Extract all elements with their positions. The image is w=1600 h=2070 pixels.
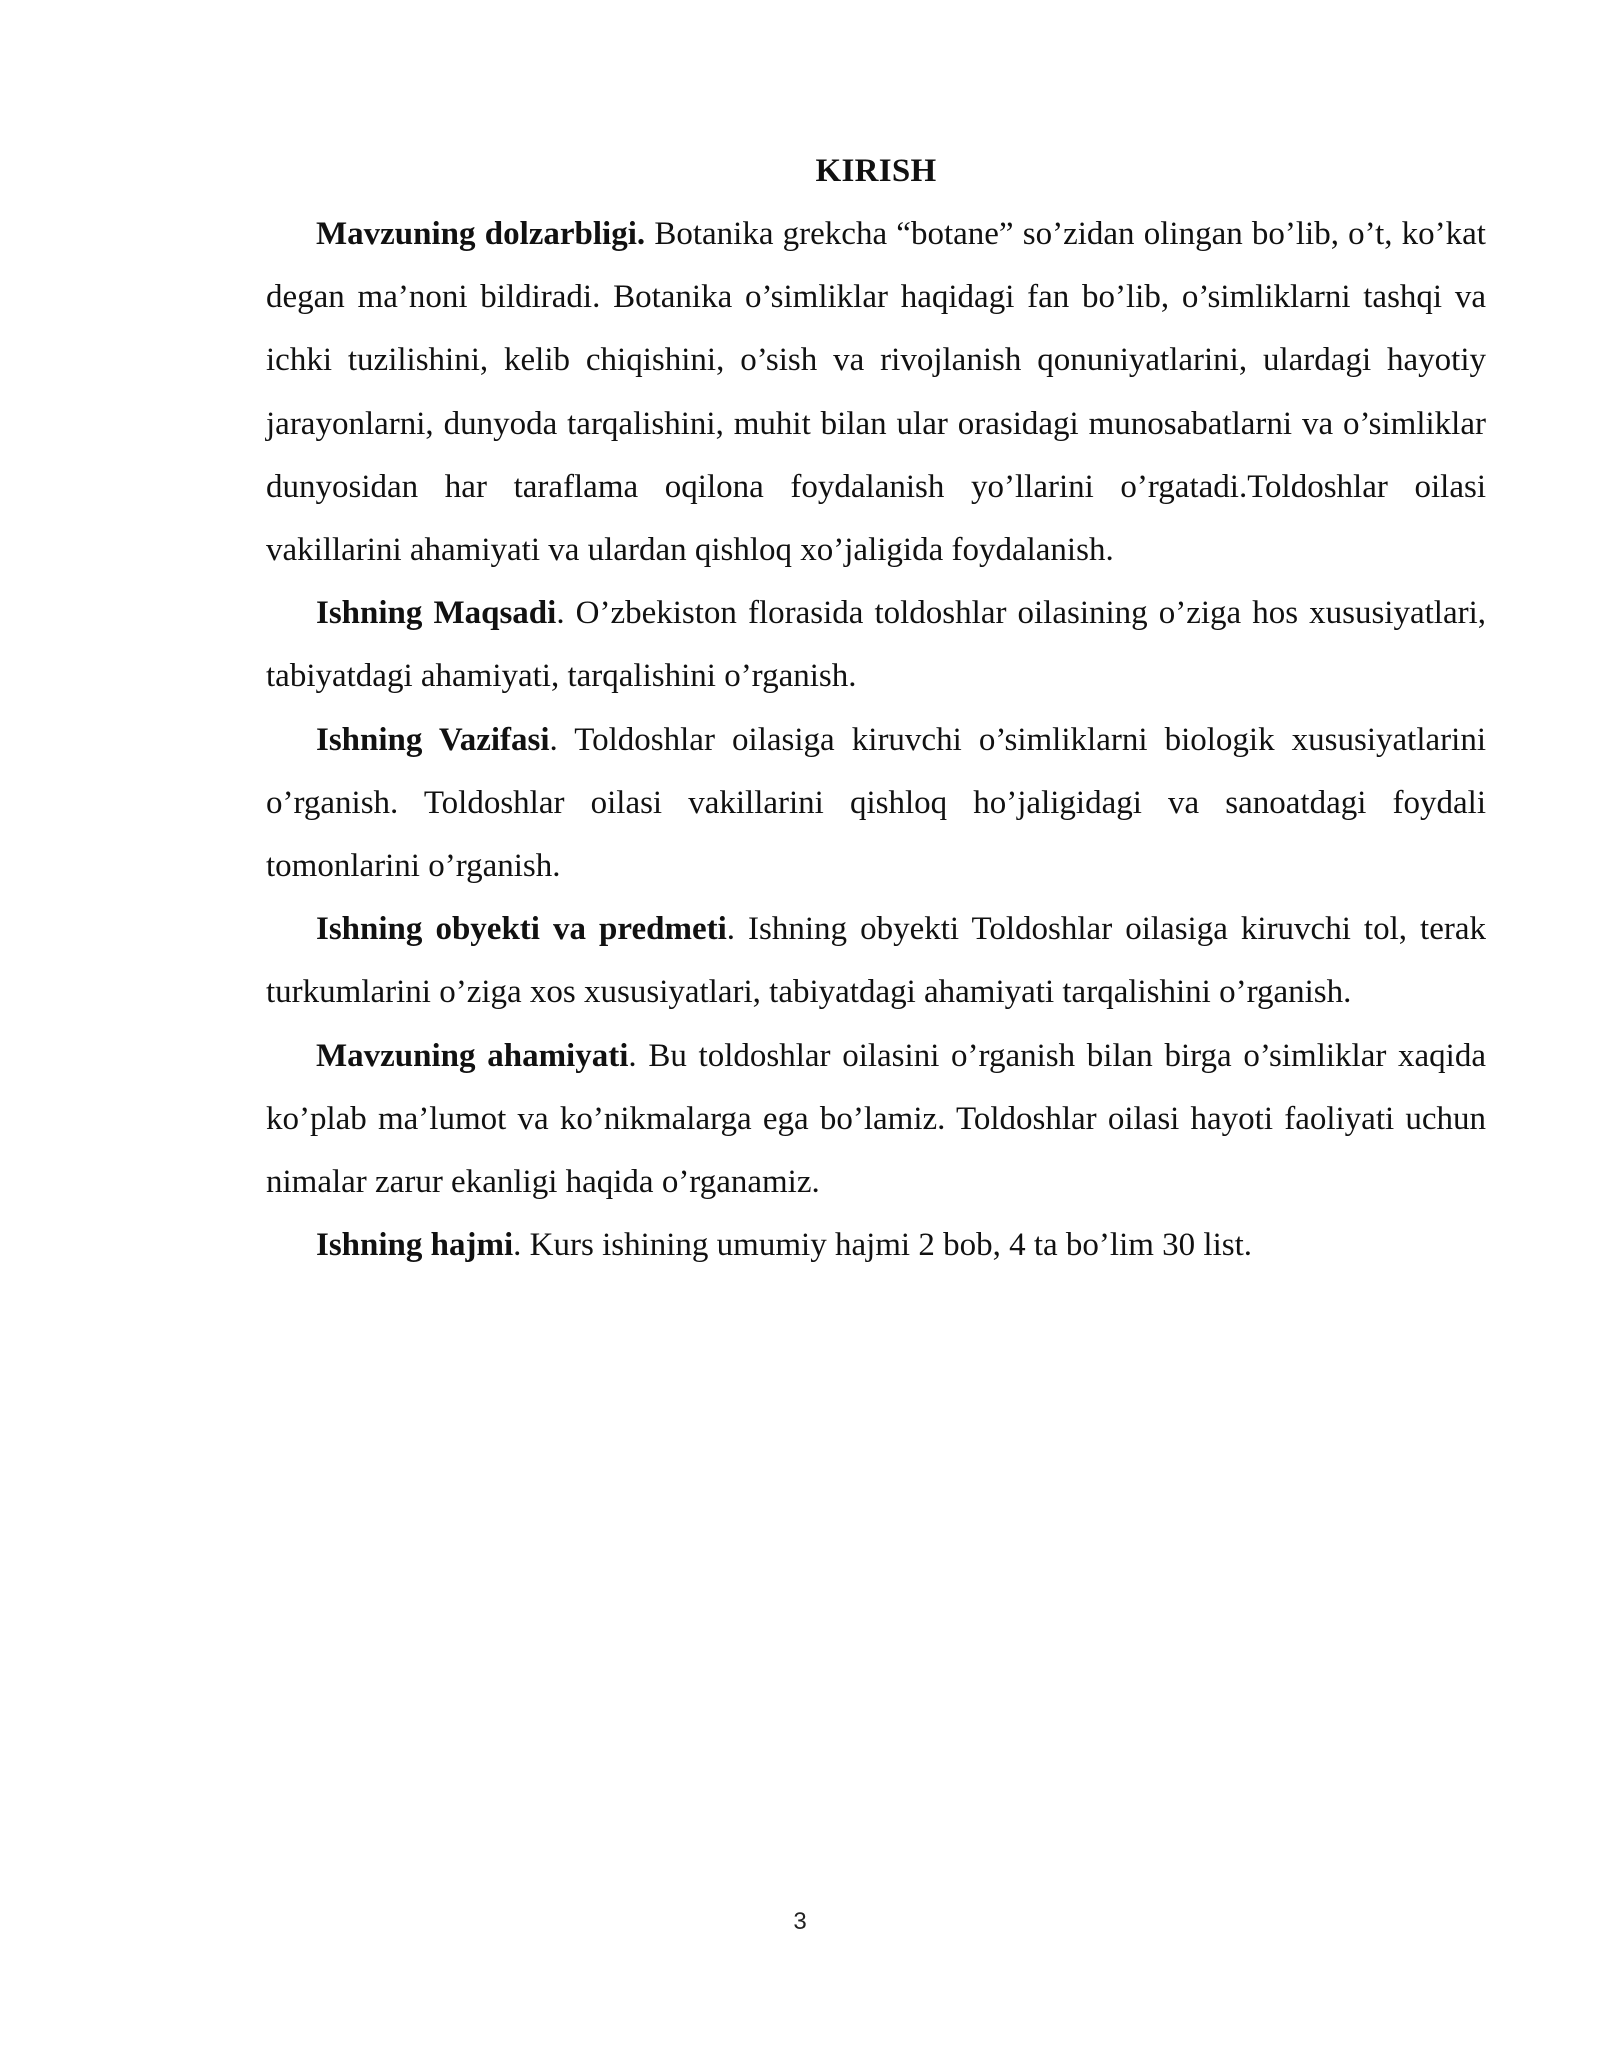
paragraph-text: . Ishning obyekti Toldoshlar oilasiga kiruvchi tol, terak turkumlarini o’ziga xos xususiyatlari, tabiyatdagi ahamiyati tarqalishini o’rganish. [266,911,1486,1011]
paragraph-goal [266,582,1486,708]
paragraph-text: . Kurs ishining umumiy hajmi 2 bob, 4 ta bo’lim 30 list. [513,1227,1252,1264]
paragraph-object [266,898,1486,1024]
paragraph-lead: Ishning hajmi [316,1227,514,1264]
paragraph-volume [266,1214,1486,1277]
paragraph-importance [266,1025,1486,1215]
paragraph-lead: Ishning obyekti va predmeti [316,911,727,948]
paragraph-lead: Mavzuning dolzarbligi. [316,216,646,252]
page-title: KIRISH [815,153,937,189]
page-number: 3 [793,1908,807,1935]
paragraph-text: . Toldoshlar oilasiga kiruvchi o’simliklarni biologik xususiyatlarini o’rganish. Toldoshlar oilasi vakillarini qishloq ho’jaligidagi va sanoatdagi foydali tomonlarini o’rganish. [266,721,1486,885]
page-content [266,140,1486,1277]
paragraph-text: Botanika grekcha “botane” so’zidan olingan bo’lib, o’t, ko’kat degan ma’noni bildiradi. Botanika o’simliklar haqidagi fan bo’lib, o’simliklarni tashqi va ichki tuzilishini, kelib chiqishini, o’sish va rivojlanish qonuniyatlarini, ulardagi hayotiy jarayonlarni, dunyoda tarqalishini, muhit bilan ular orasidagi munosabatlarni va o’simliklar dunyosidan har taraflama oqilona foydalanish yo’llarini o’rgatadi.Toldoshlar oilasi vakillarini ahamiyati va ulardan qishloq xo’jaligida foydalanish. [266,216,1486,569]
paragraph-text: . Bu toldoshlar oilasini o’rganish bilan birga o’simliklar xaqida ko’plab ma’lumot va ko’nikmalarga ega bo’lamiz. Toldoshlar oilasi hayoti faoliyati uchun nimalar zarur ekanligi haqida o’rganamiz. [266,1037,1486,1201]
paragraph-lead: Mavzuning ahamiyati [316,1037,629,1074]
paragraph-lead: Ishning Vazifasi [316,721,550,758]
paragraph-relevance [266,203,1486,582]
paragraph-task [266,709,1486,899]
paragraph-text: . O’zbekiston florasida toldoshlar oilasining o’ziga hos xususiyatlari, tabiyatdagi ahamiyati, tarqalishini o’rganish. [266,595,1486,695]
paragraph-lead: Ishning Maqsadi [316,595,557,632]
